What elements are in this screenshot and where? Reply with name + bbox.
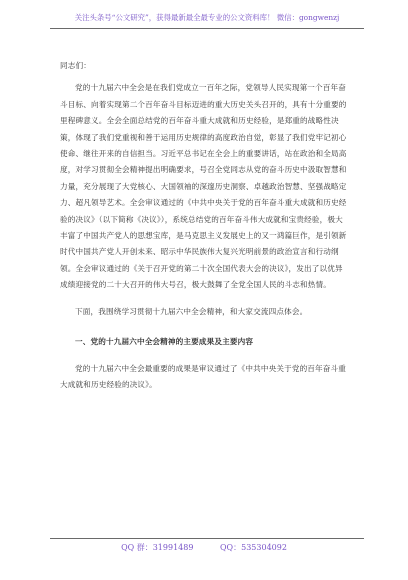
page-header: 关注头条号“公文研究”，获得最新最全最专业的公文资料库！ 微信：gongwenzj — [74, 13, 340, 22]
footer-qq: QQ：535304092 — [220, 543, 287, 552]
section-heading: 一、党的十九届六中全会精神的主要成果及主要内容 — [75, 337, 254, 347]
header-divider — [50, 28, 364, 29]
document-body — [60, 58, 350, 393]
footer-divider — [50, 538, 364, 539]
paragraph-2: 下面，我围绕学习贯彻十九届六中全会精神，和大家交流四点体会。 — [75, 306, 308, 316]
paragraph-3: 党的十九届六中全会最重要的成果是审议通过了《中共中央关于党的百年奋斗重大成就和历史经验的决议》。 — [60, 363, 347, 389]
page-footer — [0, 542, 408, 554]
paragraph-1: 党的十九届六中全会是在我们党成立一百年之际，党领导人民实现第一个百年奋斗目标、向着实现第二个百年奋斗目标迈进的重大历史关头召开的，具有十分重要的里程碑意义。全会全面总结党的百年奋斗重大成就和历史经验，是郑重的战略性决策，体现了我们党重视和善于运用历史规律的高度政治自觉，彰显了我们党牢记初心使命、继往开来的自信担当。习近平总书记在全会上的重要讲话，站在政治和全局高度，对学习贯彻全会精神提出明确要求，号召全党同志从党的奋斗历史中汲取智慧和力量，充分展现了大党核心、大国领袖的深邃历史洞察、卓越政治智慧、坚强战略定力、超凡领导艺术。全会审议通过的《中共中央关于党的百年奋斗重大成就和历史经验的决议》（以下简称《决议》），系统总结党的百年奋斗伟大成就和宝贵经验，极大丰富了中国共产党人的思想宝库，是马克思主义发展史上的又一鸿篇巨作，是引领新时代中国共产党人开创未来、昭示中华民族伟大复兴光明前景的政治宣言和行动纲领。全会审议通过的《关于召开党的第二十次全国代表大会的决议》，发出了以优异成绩迎接党的二十大召开的伟大号召，极大鼓舞了全党全国人民的斗志和热情。 — [60, 83, 347, 290]
footer-qq-group: QQ 群：31991489 — [121, 543, 194, 552]
salutation: 同志们： — [60, 61, 91, 70]
